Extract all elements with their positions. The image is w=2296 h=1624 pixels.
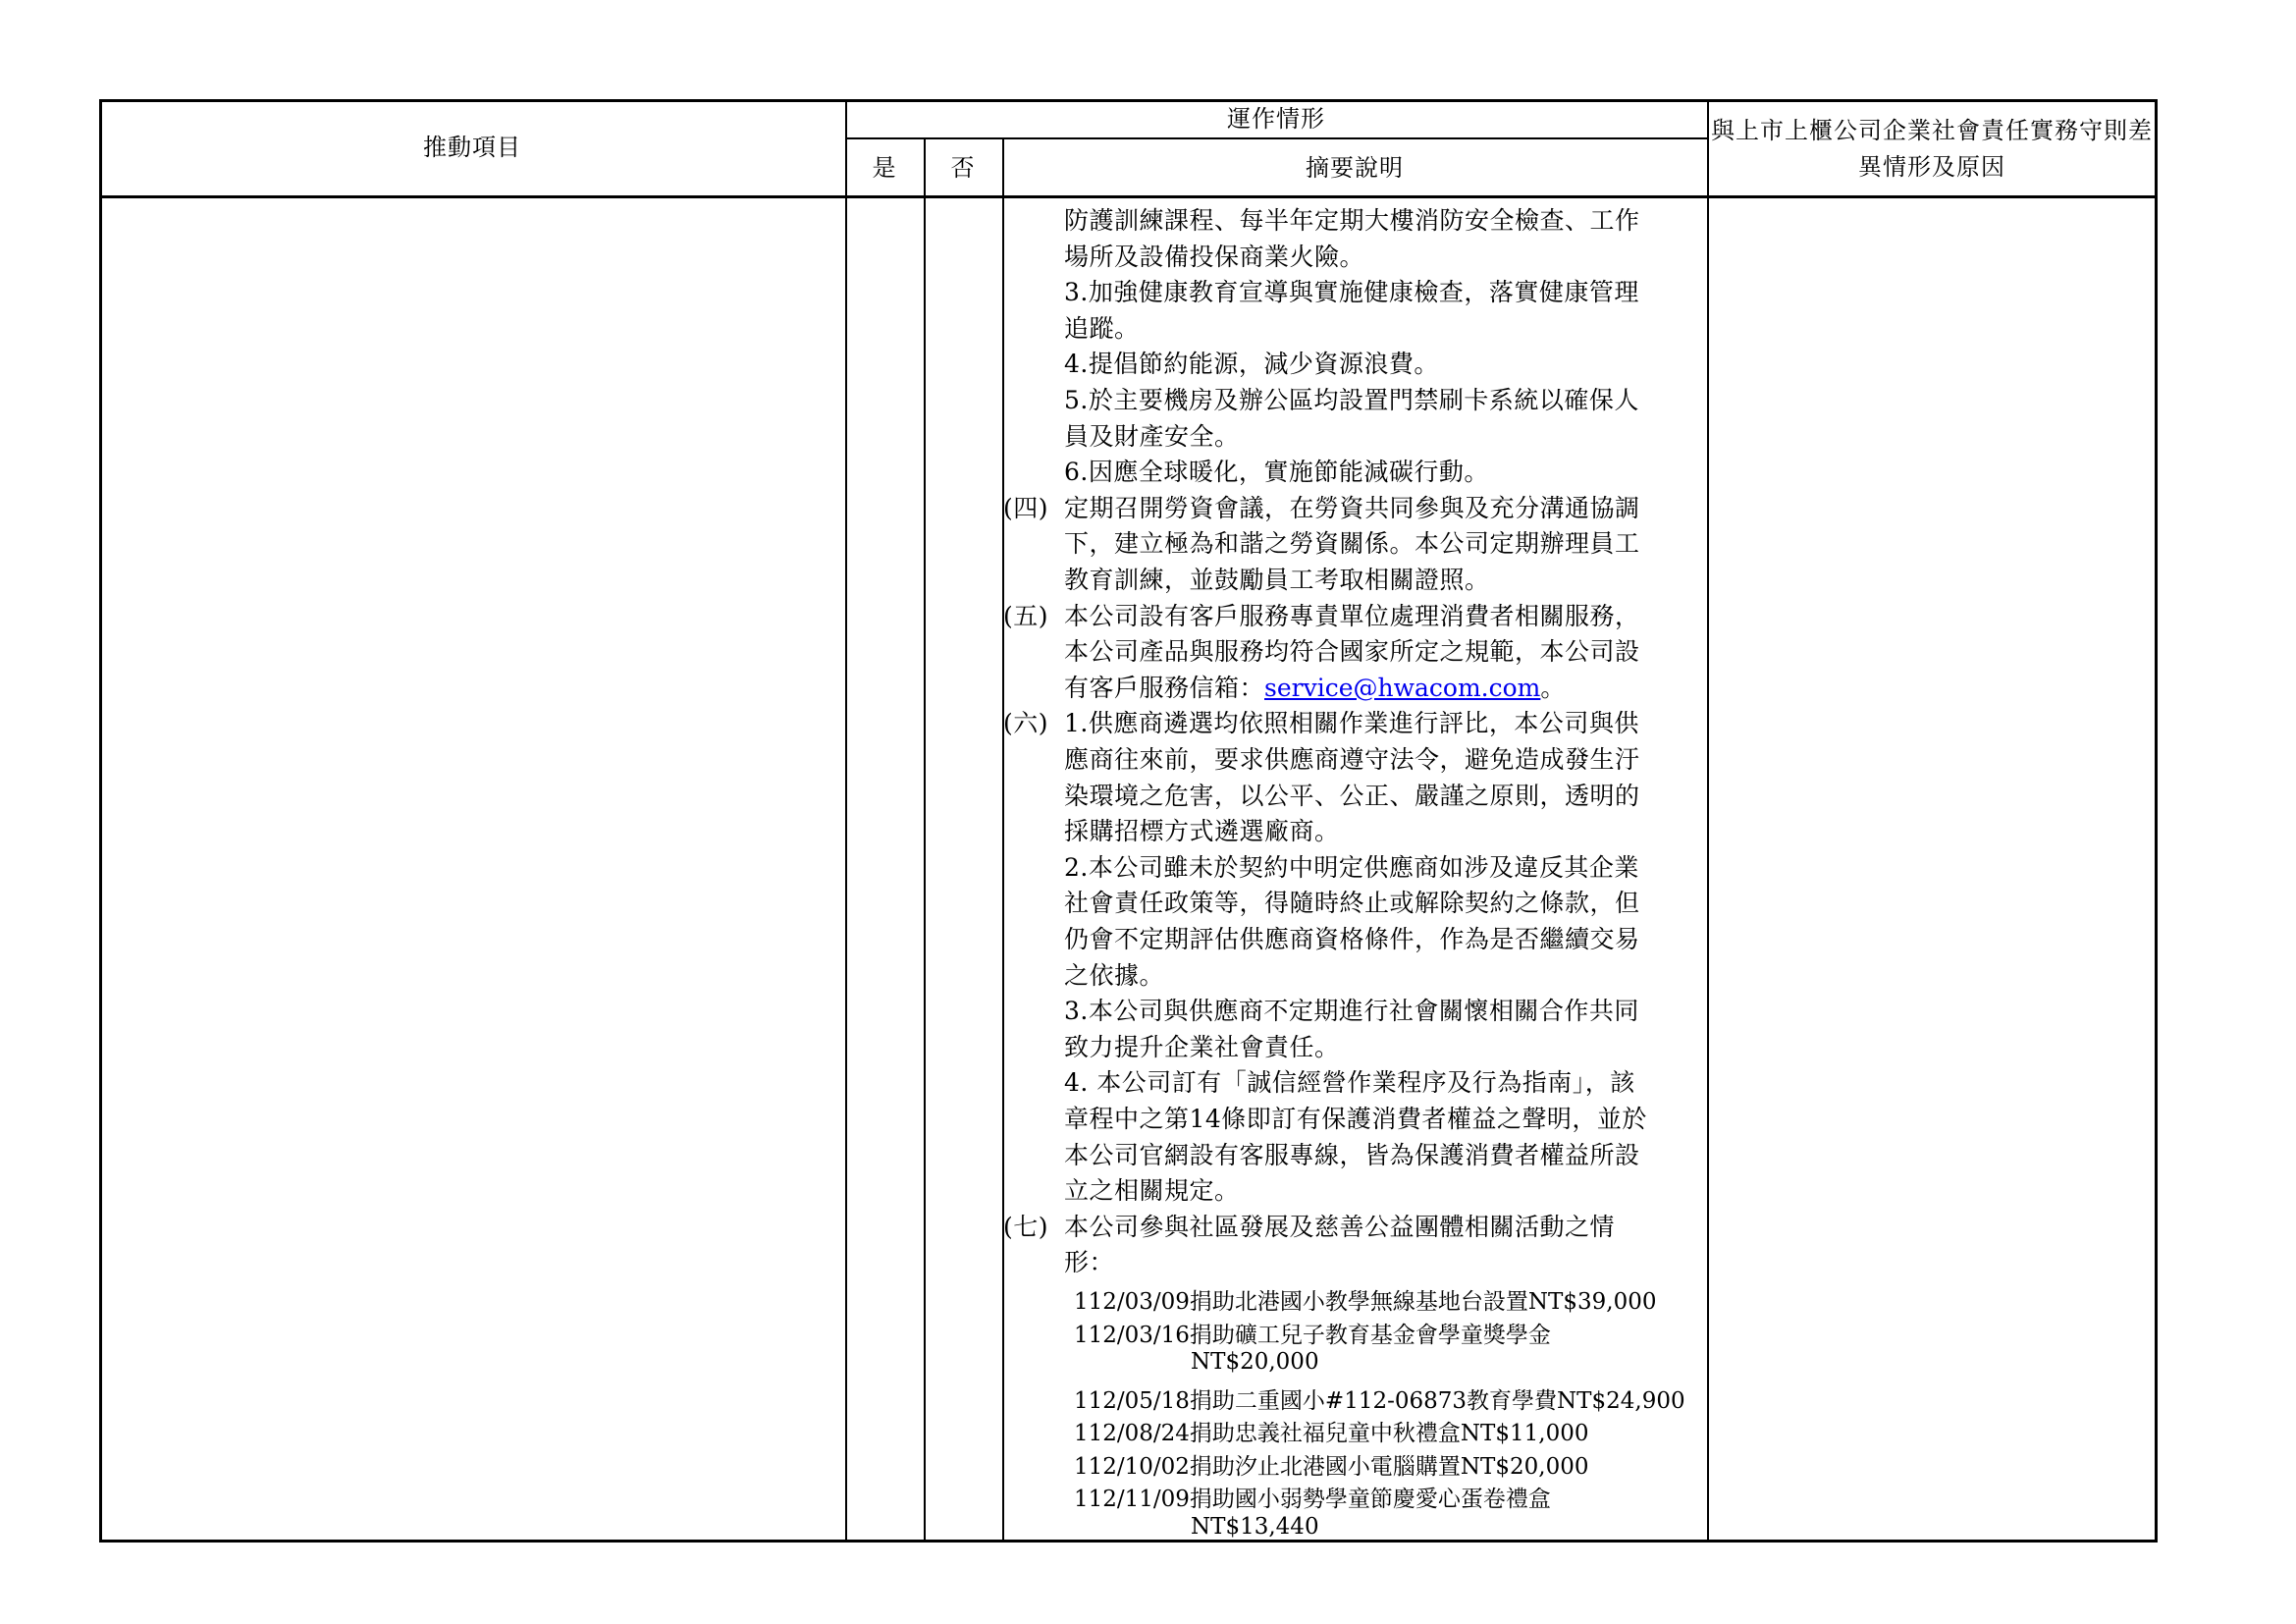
summary-text: 仍會不定期評估供應商資格條件，作為是否繼續交易 [1064,925,1640,953]
row-line-operation [845,137,1707,139]
section-number: (七) [1003,1212,1049,1241]
col-line-yes [924,138,926,1543]
donation-item: 112/10/02捐助汐止北港國小電腦購置NT$20,000 [1074,1453,1589,1480]
summary-text: 染環境之危害，以公平、公正、嚴謹之原則，透明的 [1064,781,1640,810]
summary-text: 防護訓練課程、每半年定期大樓消防安全檢查、工作 [1064,206,1640,235]
summary-text: 下，建立極為和諧之勞資關係。本公司定期辦理員工 [1064,529,1640,559]
section-number: (六) [1003,709,1049,738]
section-number: (五) [1003,601,1049,630]
summary-text: 本公司設有客戶服務專責單位處理消費者相關服務， [1064,601,1640,630]
email-suffix: 。 [1540,673,1566,702]
summary-text: 追蹤。 [1064,313,1140,343]
summary-text: 本公司參與社區發展及慈善公益團體相關活動之情 [1064,1212,1616,1241]
row-line-header-bottom [99,195,2158,198]
summary-text: 定期召開勞資會議，在勞資共同參與及充分溝通協調 [1064,493,1640,522]
summary-text: 場所及設備投保商業火險。 [1064,242,1365,271]
col-line-no [1002,138,1004,1543]
summary-text: 致力提升企業社會責任。 [1064,1032,1340,1061]
summary-text: 採購招標方式遴選廠商。 [1064,817,1340,846]
donation-item: 112/03/16捐助礦工兒子教育基金會學童獎學金 [1074,1322,1551,1348]
donation-item: 112/03/09捐助北港國小教學無線基地台設置NT$39,000 [1074,1289,1657,1315]
donation-item: 112/05/18捐助二重國小#112-06873教育學費NT$24,900 [1074,1387,1685,1414]
service-email-link[interactable]: service@hwacom.com [1264,673,1541,702]
header-item: 推動項目 [423,134,521,161]
summary-text: 立之相關規定。 [1064,1176,1240,1206]
header-yes: 是 [872,154,897,182]
section-number: (四) [1003,493,1049,522]
summary-text: 有客戶服務信箱：service@hwacom.com。 [1064,673,1566,702]
summary-text: 本公司產品與服務均符合國家所定之規範，本公司設 [1064,637,1640,667]
summary-text: 社會責任政策等，得隨時終止或解除契約之條款，但 [1064,889,1640,918]
col-line-summary [1707,99,1709,1543]
csr-table [99,99,2158,1543]
donation-item: NT$20,000 [1191,1349,1319,1375]
header-summary: 摘要說明 [1306,154,1404,182]
donation-item: 112/08/24捐助忠義社福兒童中秋禮盒NT$11,000 [1074,1421,1589,1446]
summary-text: 教育訓練，並鼓勵員工考取相關證照。 [1064,566,1490,594]
summary-text: 3.加強健康教育宣導與實施健康檢查，落實健康管理 [1064,278,1639,307]
summary-text: 4.提倡節約能源，減少資源浪費。 [1064,350,1439,379]
header-operation: 運作情形 [1227,105,1325,133]
donation-item: 112/11/09捐助國小弱勢學童節慶愛心蛋卷禮盒 [1074,1487,1551,1512]
summary-text: 1.供應商遴選均依照相關作業進行評比，本公司與供 [1064,709,1639,738]
header-difference: 與上市上櫃公司企業社會責任實務守則差異情形及原因 [1711,117,2153,181]
donation-item: NT$13,440 [1191,1513,1319,1540]
summary-text: 6.因應全球暖化，實施節能減碳行動。 [1064,458,1489,487]
summary-text: 3.本公司與供應商不定期進行社會關懷相關合作共同 [1064,997,1639,1026]
summary-text: 之依據。 [1064,960,1165,990]
summary-text: 本公司官網設有客服專線，皆為保護消費者權益所設 [1064,1140,1640,1169]
summary-text: 章程中之第14條即訂有保護消費者權益之聲明，並於 [1064,1105,1647,1133]
summary-text: 4. 本公司訂有「誠信經營作業程序及行為指南」，該 [1064,1068,1635,1098]
summary-text: 形： [1064,1248,1115,1277]
summary-text: 應商往來前，要求供應商遵守法令，避免造成發生汙 [1064,745,1640,774]
col-line-item [845,99,847,1543]
summary-text: 5.於主要機房及辦公區均設置門禁刷卡系統以確保人 [1064,386,1639,414]
summary-text: 2.本公司雖未於契約中明定供應商如涉及違反其企業 [1064,852,1639,882]
header-no: 否 [950,154,976,182]
summary-text: 員及財產安全。 [1064,421,1240,451]
